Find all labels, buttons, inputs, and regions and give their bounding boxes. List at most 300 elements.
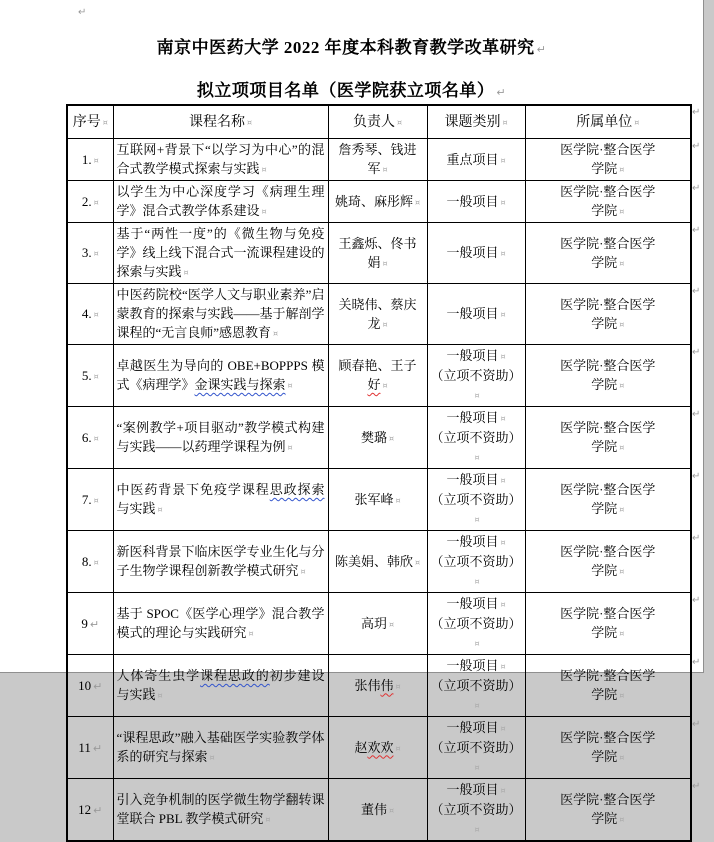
cell-end-mark-icon: ¤ [619, 165, 625, 174]
paragraph-mark-icon: ↵ [78, 7, 87, 18]
category-line [431, 346, 522, 366]
leader-line [332, 614, 424, 634]
text-segment: 医学院·整合医学 [560, 142, 656, 157]
cell-end-mark-icon: ¤ [382, 165, 388, 174]
leader-line [332, 295, 424, 314]
text-segment: 王鑫烁、佟书 [338, 235, 417, 251]
text-segment: 詹秀琴、钱进 [338, 142, 417, 157]
projects-table [66, 104, 692, 842]
category-cell [427, 531, 525, 593]
cell-end-mark-icon: ¤ [93, 197, 99, 207]
table-row [67, 531, 691, 593]
seq-cell [67, 284, 113, 345]
unit-cell [525, 531, 691, 593]
cell-end-mark-icon: ¤ [248, 629, 254, 638]
course-cell [113, 181, 328, 223]
course-cell [113, 345, 328, 407]
seq-cell [67, 469, 113, 531]
leader-cell [328, 531, 427, 593]
category-line [431, 780, 522, 800]
unit-cell [525, 717, 691, 779]
table-row [67, 655, 691, 717]
category-line [431, 428, 522, 467]
text-segment: 一般项目 [446, 472, 499, 487]
text-segment: 学院 [591, 501, 618, 516]
seq-cell [67, 593, 113, 655]
category-cell [427, 139, 525, 181]
cell-end-mark-icon: ¤ [287, 443, 293, 452]
leader-line [332, 192, 424, 212]
text-segment: 与实践 [116, 501, 156, 516]
page-title-line2 [0, 76, 703, 101]
course-cell [113, 655, 328, 717]
cell-end-mark-icon: ¤ [93, 371, 99, 381]
leader-cell [328, 181, 427, 223]
unit-cell [525, 223, 691, 284]
category-line [431, 614, 522, 653]
text-segment: （立项不资助） [430, 616, 522, 631]
text-segment: 一般项目 [446, 534, 499, 549]
text-segment: 欢欢 [367, 739, 394, 755]
text-segment: 学院 [591, 563, 618, 578]
cell-end-mark-icon: ¤ [500, 352, 506, 361]
seq-text: 2. [81, 193, 92, 209]
text-segment: 医学院·整合医学 [560, 358, 656, 373]
header-cell-2: 负责人 ¤ [328, 105, 427, 139]
category-line [431, 408, 522, 428]
category-cell [427, 779, 525, 842]
unit-line [529, 201, 688, 221]
category-line [431, 800, 522, 839]
cell-end-mark-icon: ¤ [474, 515, 480, 524]
text-segment: 初步建设与实践 [116, 668, 325, 702]
paragraph-mark-icon: ↵ [692, 718, 701, 730]
text-segment: 伟 [380, 677, 394, 693]
cell-end-mark-icon: ¤ [619, 258, 625, 268]
text-segment: 基于 SPOC《医学心理学》混合教学模式的理论与实践研究 [116, 606, 325, 640]
seq-cell [67, 717, 113, 779]
header-cell-3: 课题类别 ¤ [427, 105, 525, 139]
cell-end-mark-icon: ¤ [500, 600, 506, 609]
cell-end-mark-icon: ¤ [395, 495, 401, 505]
header-cell-0: 序号 ¤ [67, 105, 113, 139]
cell-end-mark-icon: ¤ [634, 117, 640, 127]
cell-end-mark-icon: ¤ [502, 117, 508, 127]
leader-line [332, 159, 424, 179]
text-segment: （立项不资助） [430, 368, 522, 383]
cell-end-mark-icon: ¤ [474, 391, 480, 400]
cell-end-mark-icon: ¤ [414, 557, 421, 567]
unit-cell [525, 181, 691, 223]
category-cell [427, 593, 525, 655]
category-line [431, 490, 522, 529]
seq-text: 6. [81, 429, 92, 445]
unit-line [529, 140, 688, 159]
cell-end-mark-icon: ¤ [382, 258, 388, 268]
course-cell [113, 223, 328, 284]
category-line [431, 552, 522, 591]
text-segment: 学院 [591, 203, 618, 218]
category-line [431, 366, 522, 405]
leader-line [332, 800, 424, 820]
cell-end-mark-icon: ¤ [102, 117, 108, 127]
cell-end-mark-icon: ¤ [261, 165, 267, 174]
leader-line [332, 738, 424, 758]
text-segment: 以学生为中心深度学习《病理生理学》混合式教学体系建设 [116, 184, 325, 218]
seq-text: 10 [78, 677, 92, 693]
cell-end-mark-icon: ¤ [619, 815, 625, 824]
paragraph-mark-icon: ↵ [692, 107, 701, 118]
category-line [431, 738, 522, 777]
cell-end-mark-icon: ¤ [500, 155, 506, 165]
table-row [67, 223, 691, 284]
text-segment: 医学院·整合医学 [560, 668, 656, 683]
text-segment: 陈美娟、韩欣 [334, 553, 413, 569]
text-segment: 一般项目 [446, 245, 499, 260]
unit-line [529, 728, 688, 747]
text-segment: “案例教学+项目驱动”教学模式构建与实践——以药理学课程为例 [116, 420, 325, 454]
leader-cell [328, 345, 427, 407]
seq-cell [67, 779, 113, 842]
unit-line [529, 182, 688, 201]
unit-line [529, 623, 688, 643]
leader-cell [328, 469, 427, 531]
unit-line [529, 159, 688, 179]
text-segment: 学院 [591, 749, 618, 764]
category-cell [427, 223, 525, 284]
seq-text: 9 [81, 615, 88, 631]
leader-line [332, 253, 424, 273]
unit-line [529, 234, 688, 253]
unit-line [529, 809, 688, 829]
course-cell [113, 779, 328, 842]
cell-end-mark-icon: ¤ [500, 414, 506, 423]
seq-cell [67, 223, 113, 284]
cell-end-mark-icon: ¤ [414, 197, 421, 207]
text-segment: 引入竞争机制的医学微生物学翻转课堂联合 PBL 教学模式研究 [116, 792, 325, 826]
category-cell [427, 345, 525, 407]
cell-end-mark-icon: ¤ [93, 495, 99, 505]
text-segment: 医学院·整合医学 [560, 184, 656, 199]
unit-cell [525, 284, 691, 345]
course-cell [113, 139, 328, 181]
paragraph-mark-icon: ↵ [496, 86, 507, 99]
cell-end-mark-icon: ¤ [474, 453, 480, 462]
cell-end-mark-icon: ¤ [395, 743, 401, 753]
text-segment: 学院 [591, 377, 618, 392]
unit-line [529, 499, 688, 519]
leader-line [332, 676, 424, 696]
paragraph-mark-icon: ↵ [692, 182, 701, 194]
header-cell-4: 所属单位 ¤ [525, 105, 691, 139]
text-segment: 一般项目 [446, 306, 499, 321]
seq-text: 8. [81, 553, 92, 569]
seq-cell [67, 345, 113, 407]
text-segment: 学院 [591, 439, 618, 454]
course-cell [113, 717, 328, 779]
unit-line [529, 542, 688, 561]
text-segment: 董伟 [360, 801, 387, 817]
text-segment: 医学院·整合医学 [560, 730, 656, 745]
text-segment: 学院 [591, 254, 618, 270]
text-segment: 一般项目 [446, 782, 499, 797]
cell-end-mark-icon: ¤ [619, 319, 625, 329]
text-segment: 医学院·整合医学 [560, 544, 656, 559]
cell-end-mark-icon: ¤ [382, 319, 388, 329]
table-row [67, 345, 691, 407]
cell-end-mark-icon: ¤ [157, 691, 163, 700]
text-segment: 学院 [591, 625, 618, 640]
category-line [431, 718, 522, 738]
text-segment: 新医科背景下临床医学专业生化与分子生物学课程创新教学模式研究 [116, 544, 325, 578]
table-row [67, 469, 691, 531]
paragraph-mark-icon: ↵ [692, 780, 701, 792]
cell-end-mark-icon: ¤ [93, 557, 99, 567]
cell-end-mark-icon: ¤ [500, 662, 506, 671]
category-cell [427, 717, 525, 779]
paragraph-mark-icon: ↵ [692, 140, 701, 152]
table-body [67, 139, 691, 842]
course-cell [113, 593, 328, 655]
cell-end-mark-icon: ¤ [93, 310, 99, 319]
course-cell [113, 407, 328, 469]
cell-end-mark-icon: ¤ [261, 207, 267, 216]
table-row [67, 779, 691, 842]
seq-text: 7. [81, 491, 92, 507]
text-segment: 一般项目 [446, 720, 499, 735]
seq-text: 4. [81, 306, 92, 321]
paragraph-mark-icon: ↵ [692, 408, 701, 420]
cell-end-mark-icon: ¤ [619, 505, 625, 514]
seq-text: 1. [81, 151, 92, 167]
unit-line [529, 375, 688, 395]
text-segment: （立项不资助） [430, 492, 522, 507]
unit-line [529, 253, 688, 273]
cell-end-mark-icon: ¤ [265, 815, 271, 824]
leader-line [332, 375, 424, 395]
cell-end-mark-icon: ¤ [395, 681, 401, 691]
cell-end-mark-icon: ¤ [287, 381, 293, 390]
text-segment: 一般项目 [446, 596, 499, 611]
cell-end-mark-icon: ¤ [273, 329, 279, 338]
table-row [67, 717, 691, 779]
cell-end-mark-icon: ¤ [474, 763, 480, 772]
leader-cell [328, 223, 427, 284]
category-cell [427, 407, 525, 469]
unit-cell [525, 593, 691, 655]
cell-end-mark-icon: ¤ [93, 249, 99, 258]
text-segment: 军 [367, 161, 381, 176]
category-cell [427, 284, 525, 345]
unit-line [529, 561, 688, 581]
paragraph-mark-icon: ↵ [692, 594, 701, 606]
text-segment: 赵 [354, 739, 368, 755]
paragraph-mark-icon: ↵ [692, 224, 701, 236]
text-segment: 学院 [591, 687, 618, 702]
leader-line [332, 428, 424, 448]
cell-end-mark-icon: ¤ [474, 639, 480, 648]
text-segment: 学院 [591, 811, 618, 826]
unit-line [529, 437, 688, 457]
cell-end-mark-icon: ¤ [388, 805, 395, 815]
cell-end-mark-icon: ¤ [93, 155, 99, 165]
unit-line [529, 314, 688, 334]
cell-end-mark-icon: ¤ [93, 433, 99, 443]
category-cell [427, 469, 525, 531]
text-segment: 医学院·整合医学 [560, 606, 656, 621]
cell-end-mark-icon: ¤ [183, 268, 189, 277]
table-row [67, 407, 691, 469]
text-segment: 学院 [591, 161, 618, 176]
text-segment: 樊璐 [360, 429, 387, 445]
text-segment: 医学院·整合医学 [560, 420, 656, 435]
unit-cell [525, 779, 691, 842]
unit-line [529, 480, 688, 499]
text-segment: 互联网+背景下“以学习为中心”的混合式教学模式探索与实践 [116, 142, 325, 176]
table-header-row [67, 105, 691, 139]
cell-end-mark-icon: ¤ [474, 825, 480, 834]
cell-end-mark-icon: ¤ [474, 577, 480, 586]
leader-line [332, 490, 424, 510]
leader-cell [328, 407, 427, 469]
text-segment: 人体寄生虫学 [116, 668, 201, 683]
leader-line [332, 552, 424, 572]
cell-end-mark-icon: ¤ [619, 753, 625, 762]
cell-end-mark-icon: ¤ [157, 505, 163, 514]
paragraph-mark-icon: ↵ [692, 346, 701, 358]
leader-cell [328, 779, 427, 842]
cell-end-mark-icon: ¤ [396, 117, 403, 127]
category-line [431, 594, 522, 614]
leader-cell [328, 284, 427, 345]
leader-line [332, 140, 424, 159]
unit-line [529, 604, 688, 623]
cell-end-mark-icon: ¤ [300, 567, 306, 576]
seq-text: 5. [81, 367, 92, 383]
text-segment: 一般项目 [446, 658, 499, 673]
leader-line [332, 234, 424, 253]
seq-text: 12 [78, 801, 92, 817]
table-head [67, 105, 691, 139]
cell-end-mark-icon: ¤ [500, 786, 506, 795]
text-segment: 娟 [367, 254, 381, 270]
leader-line [332, 314, 424, 334]
paragraph-mark-icon: ↵ [692, 532, 701, 544]
seq-cell [67, 531, 113, 593]
unit-line [529, 790, 688, 809]
text-segment: 张军峰 [354, 491, 394, 507]
unit-line [529, 356, 688, 375]
unit-cell [525, 469, 691, 531]
course-cell [113, 284, 328, 345]
table-row [67, 181, 691, 223]
paragraph-mark-icon: ↵ [89, 617, 100, 631]
cell-end-mark-icon: ¤ [388, 619, 395, 629]
text-segment: 一般项目 [446, 410, 499, 425]
paragraph-mark-icon: ↵ [692, 285, 701, 297]
text-segment: 医学院·整合医学 [560, 482, 656, 497]
text-segment: 高玥 [360, 615, 387, 631]
unit-cell [525, 407, 691, 469]
page-title-line2-text: 拟立项项目名单（医学院获立项名单） [196, 81, 495, 100]
text-segment: 中医药院校“医学人文与职业素养”启蒙教育的探索与实践——基于解剖学课程的“无言良师”感恩教育 [116, 287, 325, 340]
text-segment: 课程思政的 [200, 668, 270, 683]
category-line [431, 532, 522, 552]
text-segment: （立项不资助） [430, 802, 522, 817]
unit-line [529, 747, 688, 767]
seq-cell [67, 181, 113, 223]
category-line [431, 243, 522, 263]
paragraph-mark-icon: ↵ [92, 741, 103, 755]
paragraph-mark-icon: ↵ [692, 656, 701, 668]
cell-end-mark-icon: ¤ [619, 629, 625, 638]
unit-line [529, 666, 688, 685]
seq-text: 3. [81, 245, 92, 260]
category-line [431, 304, 522, 324]
table-row [67, 139, 691, 181]
page-title-line1 [0, 33, 703, 58]
cell-end-mark-icon: ¤ [209, 753, 215, 762]
text-segment: 医学院·整合医学 [560, 235, 656, 251]
paragraph-mark-icon: ↵ [93, 803, 103, 817]
leader-cell [328, 717, 427, 779]
text-segment: 卓越医生为导向的 OBE+BOPPPS 模式《病理学》 [116, 358, 325, 392]
leader-cell [328, 593, 427, 655]
text-segment: 思政探索 [269, 482, 325, 497]
paragraph-mark-icon: ↵ [536, 43, 547, 56]
seq-text: 11 [78, 739, 91, 755]
cell-end-mark-icon: ¤ [500, 310, 506, 319]
cell-end-mark-icon: ¤ [500, 249, 506, 258]
text-segment: 顾春艳、王子 [338, 358, 417, 373]
text-segment: 姚琦、麻彤辉 [334, 193, 413, 209]
table-row [67, 284, 691, 345]
category-line [431, 470, 522, 490]
cell-end-mark-icon: ¤ [388, 433, 395, 443]
text-segment: 一般项目 [446, 348, 499, 363]
text-segment: 龙 [367, 315, 381, 331]
unit-line [529, 685, 688, 705]
cell-end-mark-icon: ¤ [246, 117, 253, 127]
cell-end-mark-icon: ¤ [619, 381, 625, 390]
unit-line [529, 418, 688, 437]
cell-end-mark-icon: ¤ [500, 476, 506, 485]
text-segment: 关晓伟、蔡庆 [338, 296, 417, 312]
seq-cell [67, 139, 113, 181]
text-segment: 中医药背景下免疫学课程 [116, 482, 270, 497]
leader-cell [328, 655, 427, 717]
text-segment: 金课实践与探索 [194, 377, 286, 392]
category-cell [427, 181, 525, 223]
text-segment: 医学院·整合医学 [560, 792, 656, 807]
unit-line [529, 295, 688, 314]
text-segment: 基于“两性一度”的《微生物与免疫学》线上线下混合式一流课程建设的探索与实践 [116, 226, 325, 279]
course-cell [113, 531, 328, 593]
cell-end-mark-icon: ¤ [500, 538, 506, 547]
cell-end-mark-icon: ¤ [500, 724, 506, 733]
cell-end-mark-icon: ¤ [619, 207, 625, 216]
category-line [431, 676, 522, 715]
leader-line [332, 356, 424, 375]
category-line [431, 656, 522, 676]
category-cell [427, 655, 525, 717]
text-segment: 学院 [591, 315, 618, 331]
text-segment: 一般项目 [446, 193, 499, 209]
unit-cell [525, 655, 691, 717]
cell-end-mark-icon: ¤ [474, 701, 480, 710]
seq-cell [67, 407, 113, 469]
category-line [431, 150, 522, 170]
